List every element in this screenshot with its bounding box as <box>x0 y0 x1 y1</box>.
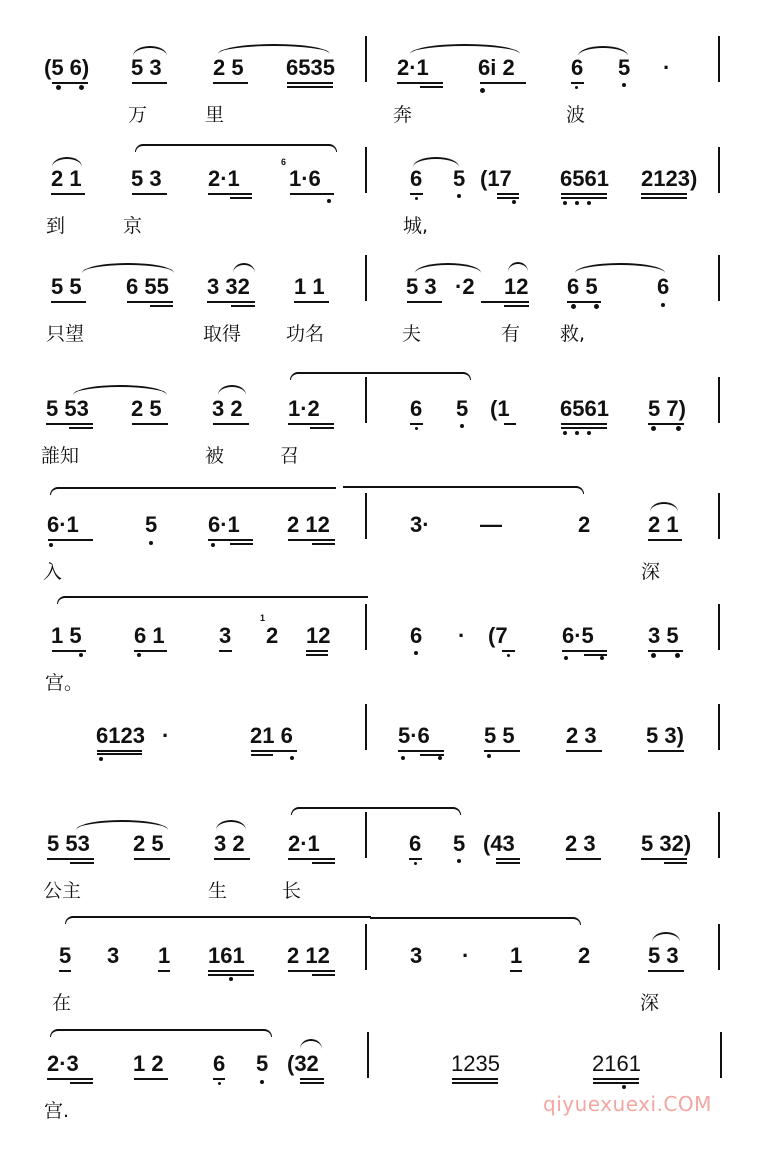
slur <box>218 44 330 54</box>
low-octave-dot <box>457 859 461 863</box>
underline <box>150 305 173 307</box>
underline <box>504 305 529 307</box>
low-octave-dot <box>229 977 233 981</box>
note-group: 5 5 <box>51 274 82 299</box>
lyric: 功名 <box>286 323 325 345</box>
watermark: qiyuexuexi.COM <box>543 1092 712 1116</box>
underline <box>208 193 252 195</box>
underline <box>97 750 142 752</box>
note-group: ·2 <box>455 274 475 299</box>
underline <box>294 301 329 303</box>
underline <box>648 650 683 652</box>
low-octave-dot <box>99 757 103 761</box>
note-group: 3 2 <box>214 831 245 856</box>
note-group: 161 <box>208 943 245 968</box>
underline <box>158 970 170 972</box>
low-octave-dot <box>414 862 417 865</box>
underline <box>566 750 602 752</box>
note-group: 5 <box>456 396 469 421</box>
underline <box>567 301 601 303</box>
augmentation-dot: · <box>162 723 170 748</box>
lyric: 取得 <box>203 323 242 345</box>
underline <box>641 858 687 860</box>
low-octave-dot <box>594 304 599 309</box>
score-system-3 <box>0 275 760 385</box>
barline <box>718 255 720 301</box>
underline <box>641 197 687 199</box>
underline <box>497 197 519 199</box>
note-group: 6 <box>410 623 423 648</box>
note-group: 2·1 <box>288 831 320 856</box>
underline <box>310 427 334 429</box>
underline <box>410 423 423 425</box>
underline <box>208 539 253 541</box>
low-octave-dot <box>79 85 84 90</box>
lyric: 宫. <box>44 1100 70 1122</box>
low-octave-dot <box>575 431 579 435</box>
low-octave-dot <box>457 194 461 198</box>
underline <box>52 650 86 652</box>
note-group: 2 <box>578 512 591 537</box>
note-group: 2 12 <box>287 943 330 968</box>
note-group: 2 <box>578 943 591 968</box>
note-group: 5 <box>59 943 72 968</box>
lyric: 在 <box>52 992 72 1014</box>
underline <box>561 423 607 425</box>
note-group: 2 5 <box>133 831 164 856</box>
note-group: 6 5 <box>567 274 598 299</box>
barline <box>365 493 367 539</box>
underline <box>208 974 254 976</box>
note-group: 2·3 <box>47 1051 79 1076</box>
underline <box>132 82 167 84</box>
underline <box>398 750 444 752</box>
underline <box>452 1082 498 1084</box>
underline <box>407 301 442 303</box>
underline <box>312 543 335 545</box>
underline <box>502 650 515 652</box>
underline <box>397 82 443 84</box>
underline <box>496 858 520 860</box>
lyric: 里 <box>205 104 225 126</box>
underline <box>219 650 232 652</box>
low-octave-dot <box>79 653 83 657</box>
lyric: 到 <box>46 215 66 237</box>
underline <box>132 423 168 425</box>
low-octave-dot <box>260 1080 264 1084</box>
note-group: 2 3 <box>565 831 596 856</box>
note-group: 6 55 <box>126 274 169 299</box>
underline <box>593 1078 639 1080</box>
score-system-9 <box>0 944 760 1054</box>
note-group: 5 <box>453 166 466 191</box>
barline <box>718 924 720 970</box>
phrase-bracket <box>370 372 471 380</box>
note-group: 6 <box>213 1051 226 1076</box>
augmentation-dot: · <box>462 943 470 968</box>
underline <box>230 543 253 545</box>
underline <box>648 970 684 972</box>
note-group: 3 32 <box>207 274 250 299</box>
lyric: 京 <box>123 215 143 237</box>
low-octave-dot <box>137 653 141 657</box>
note-group: — <box>480 512 502 537</box>
low-octave-dot <box>622 1085 626 1089</box>
note-group: 3· <box>410 512 430 537</box>
barline <box>365 255 367 301</box>
underline <box>214 858 250 860</box>
low-octave-dot <box>563 431 567 435</box>
lyric: 长 <box>282 880 302 902</box>
lyric: 有 <box>501 323 521 345</box>
note-group: 6·1 <box>47 512 79 537</box>
augmentation-dot: · <box>458 623 466 648</box>
note-group: 1 2 <box>133 1051 164 1076</box>
underline <box>648 750 684 752</box>
phrase-bracket <box>135 144 337 152</box>
lyric: 生 <box>208 880 228 902</box>
note-group: 6 1 <box>134 623 165 648</box>
low-octave-dot <box>575 201 579 205</box>
barline <box>718 604 720 650</box>
note-group: 5·6 <box>398 723 430 748</box>
low-octave-dot <box>651 426 656 431</box>
underline <box>504 423 516 425</box>
low-octave-dot <box>49 543 53 547</box>
barline <box>365 377 367 423</box>
underline <box>510 970 522 972</box>
underline <box>452 1078 498 1080</box>
low-octave-dot <box>487 754 491 758</box>
note-group: 5 3) <box>646 723 684 748</box>
underline <box>70 1082 93 1084</box>
score-system-5 <box>0 513 760 623</box>
note-group: 6 <box>657 274 670 299</box>
note-group: 21 6 <box>250 723 293 748</box>
lyric: 只望 <box>46 323 85 345</box>
underline <box>480 82 526 84</box>
note-group: (17 <box>480 166 512 191</box>
note-group: 5 7) <box>648 396 686 421</box>
underline <box>561 197 607 199</box>
underline <box>287 82 333 84</box>
note-group: 6123 <box>96 723 145 748</box>
slur <box>73 385 167 395</box>
phrase-bracket <box>370 807 461 815</box>
barline <box>720 1032 722 1078</box>
note-group: 5 <box>453 831 466 856</box>
note-group: 5 3 <box>131 55 162 80</box>
note-group: 5 53 <box>47 831 90 856</box>
note-group: 12 <box>504 274 529 299</box>
note-group: 5 53 <box>46 396 89 421</box>
underline <box>47 1078 93 1080</box>
underline <box>213 82 248 84</box>
lyric: 被 <box>205 445 225 467</box>
phrase-bracket <box>50 1029 272 1037</box>
underline <box>69 427 93 429</box>
barline <box>365 812 367 858</box>
score-system-1 <box>0 56 760 166</box>
underline <box>571 82 584 84</box>
note-group: 2 5 <box>131 396 162 421</box>
phrase-bracket <box>57 596 368 604</box>
note-group: 1 <box>158 943 171 968</box>
low-octave-dot <box>575 86 578 89</box>
underline <box>306 650 328 652</box>
note-group: 5 3 <box>648 943 679 968</box>
lyric: 宫。 <box>45 672 84 694</box>
barline <box>718 812 720 858</box>
underline <box>410 193 423 195</box>
low-octave-dot <box>414 651 418 655</box>
low-octave-dot <box>507 654 510 657</box>
underline <box>288 539 335 541</box>
underline <box>127 301 173 303</box>
underline <box>132 193 167 195</box>
underline <box>420 86 443 88</box>
underline <box>251 754 273 756</box>
barline <box>718 36 720 82</box>
barline <box>718 147 720 193</box>
note-group: 6 <box>409 831 422 856</box>
note-group: 3 5 <box>648 623 679 648</box>
grace-note: 6 <box>281 157 287 167</box>
phrase-bracket <box>343 486 584 494</box>
underline <box>497 193 519 195</box>
note-group: 6 <box>410 166 423 191</box>
note-group: 1·2 <box>288 396 320 421</box>
underline <box>207 301 255 303</box>
underline <box>484 750 520 752</box>
low-octave-dot <box>661 303 665 307</box>
low-octave-dot <box>290 756 294 760</box>
underline <box>306 654 328 656</box>
underline <box>134 858 170 860</box>
note-group: 1 5 <box>51 623 82 648</box>
note-group: 3 <box>107 943 120 968</box>
barline <box>718 377 720 423</box>
underline <box>51 301 86 303</box>
low-octave-dot <box>676 426 681 431</box>
note-group: 2·1 <box>208 166 240 191</box>
note-group: 3 2 <box>212 396 243 421</box>
lyric: 救, <box>560 323 586 345</box>
lyric: 夫 <box>402 323 422 345</box>
low-octave-dot <box>587 431 591 435</box>
note-group: 2 5 <box>213 55 244 80</box>
underline <box>208 970 254 972</box>
low-octave-dot <box>622 83 626 87</box>
note-group: 1·6 <box>289 166 321 191</box>
note-group: 6561 <box>560 166 609 191</box>
note-group: 5 <box>145 512 158 537</box>
note-group: 5 <box>256 1051 269 1076</box>
underline <box>648 539 682 541</box>
underline <box>46 423 93 425</box>
barline <box>718 493 720 539</box>
underline <box>213 423 249 425</box>
underline <box>231 305 255 307</box>
underline <box>48 539 93 541</box>
underline <box>288 423 334 425</box>
score-system-6 <box>0 613 760 734</box>
low-octave-dot <box>600 656 604 660</box>
low-octave-dot <box>327 199 331 203</box>
low-octave-dot <box>415 197 418 200</box>
low-octave-dot <box>512 200 516 204</box>
score-system-2 <box>0 157 760 277</box>
low-octave-dot <box>415 427 418 430</box>
note-group: 6·5 <box>562 623 594 648</box>
lyric: 入 <box>43 561 63 583</box>
underline <box>312 974 335 976</box>
underline <box>134 650 167 652</box>
underline <box>648 423 684 425</box>
underline <box>496 862 520 864</box>
underline <box>59 970 71 972</box>
underline <box>300 1082 324 1084</box>
note-group: 2 1 <box>648 512 679 537</box>
note-group: (32 <box>287 1051 319 1076</box>
barline <box>365 604 367 650</box>
underline <box>664 862 687 864</box>
underline <box>288 858 335 860</box>
note-group: 5 32) <box>641 831 692 856</box>
note-group: 1 1 <box>294 274 325 299</box>
underline <box>561 193 607 195</box>
underline <box>409 858 422 860</box>
underline <box>481 301 529 303</box>
lyric: 召 <box>280 445 300 467</box>
underline <box>566 858 601 860</box>
low-octave-dot <box>460 424 464 428</box>
underline <box>52 82 88 84</box>
low-octave-dot <box>401 756 405 760</box>
underline <box>312 862 335 864</box>
low-octave-dot <box>480 88 485 93</box>
note-group: 5 3 <box>131 166 162 191</box>
lyric: 波 <box>566 104 586 126</box>
low-octave-dot <box>56 85 61 90</box>
note-group: 5 <box>618 55 631 80</box>
barline <box>365 147 367 193</box>
underline <box>584 654 607 656</box>
low-octave-dot <box>571 304 576 309</box>
note-group: 6561 <box>560 396 609 421</box>
lyric: 深 <box>640 992 660 1014</box>
note-group: 2161 <box>592 1051 641 1076</box>
note-group: 6 <box>410 396 423 421</box>
underline <box>287 86 333 88</box>
underline <box>251 750 297 752</box>
note-group: (1 <box>490 396 510 421</box>
lyric: 奔 <box>393 104 413 126</box>
note-group: 2123) <box>641 166 698 191</box>
score-system-7 <box>0 724 760 834</box>
lyric: 誰知 <box>41 445 80 467</box>
note-group: 5 5 <box>484 723 515 748</box>
low-octave-dot <box>438 756 442 760</box>
note-group: 5 3 <box>406 274 437 299</box>
underline <box>213 1078 225 1080</box>
barline <box>367 1032 369 1078</box>
underline <box>300 1078 324 1080</box>
underline <box>561 427 607 429</box>
note-group: 6i 2 <box>478 55 515 80</box>
phrase-bracket <box>370 917 581 925</box>
low-octave-dot <box>149 541 153 545</box>
underline <box>97 753 142 755</box>
lyric: 公主 <box>43 880 82 902</box>
underline <box>230 197 252 199</box>
augmentation-dot: · <box>663 55 671 80</box>
underline <box>70 862 94 864</box>
phrase-bracket <box>291 807 372 815</box>
note-group: (7 <box>488 623 508 648</box>
barline <box>718 704 720 750</box>
lyric: 城, <box>403 215 429 237</box>
barline <box>365 704 367 750</box>
note-group: 6·1 <box>208 512 240 537</box>
underline <box>593 1082 639 1084</box>
note-group: 2 1 <box>51 166 82 191</box>
note-group: (5 6) <box>44 55 90 80</box>
note-group: 1 <box>510 943 523 968</box>
underline <box>134 1078 168 1080</box>
low-octave-dot <box>564 656 568 660</box>
low-octave-dot <box>651 653 656 658</box>
low-octave-dot <box>587 201 591 205</box>
low-octave-dot <box>675 653 680 658</box>
underline <box>641 193 687 195</box>
note-group: 3 <box>410 943 423 968</box>
note-group: 12 <box>306 623 331 648</box>
lyric: 万 <box>128 104 148 126</box>
note-group: 3 <box>219 623 232 648</box>
underline <box>290 193 334 195</box>
low-octave-dot <box>218 1082 221 1085</box>
underline <box>288 970 335 972</box>
grace-note: 1 <box>260 613 266 623</box>
low-octave-dot <box>563 201 567 205</box>
phrase-bracket <box>65 916 371 924</box>
phrase-bracket <box>50 487 336 495</box>
lyric: 深 <box>641 561 661 583</box>
note-group: 1235 <box>451 1051 500 1076</box>
phrase-bracket <box>290 372 371 380</box>
barline <box>365 924 367 970</box>
note-group: 2 12 <box>287 512 330 537</box>
note-group: 2 3 <box>566 723 597 748</box>
underline <box>562 650 607 652</box>
note-group: (43 <box>483 831 515 856</box>
note-group: 2 <box>266 623 279 648</box>
note-group: 2·1 <box>397 55 429 80</box>
low-octave-dot <box>211 543 215 547</box>
slur <box>218 385 246 395</box>
underline <box>51 193 85 195</box>
slur <box>410 44 520 54</box>
note-group: 6535 <box>286 55 335 80</box>
barline <box>365 36 367 82</box>
underline <box>47 858 94 860</box>
note-group: 6 <box>571 55 584 80</box>
score-system-8 <box>0 832 760 942</box>
